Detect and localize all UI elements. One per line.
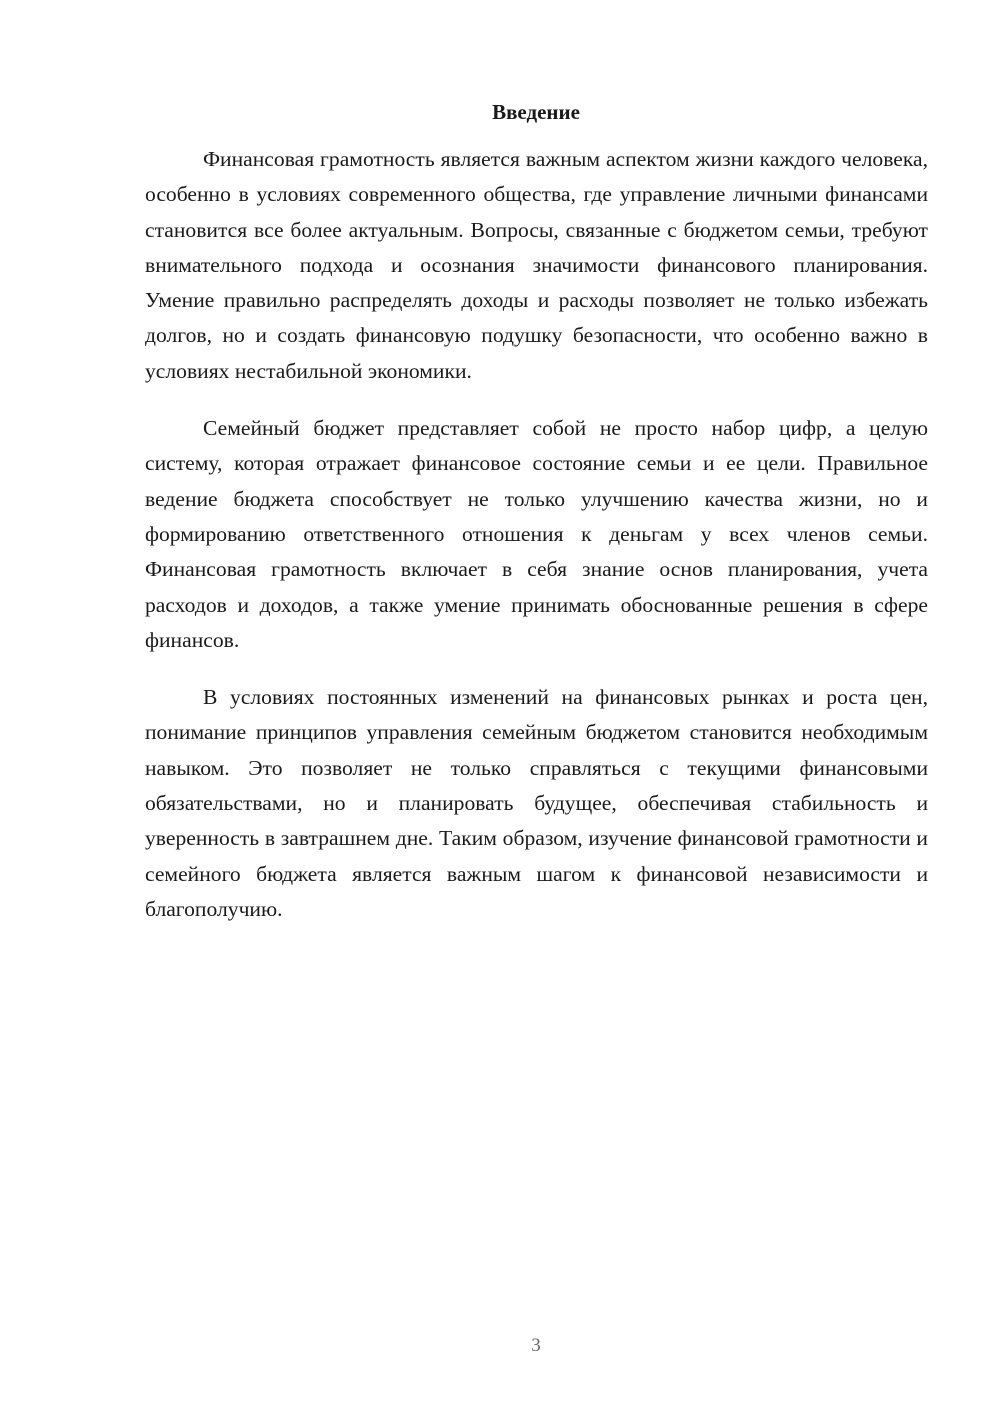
section-heading: Введение [492, 100, 580, 124]
paragraph-2: Семейный бюджет представляет собой не просто набор цифр, а целую систему, которая отражает финансовое состояние семьи и ее цели. Правильное ведение бюджета способствует не только улучшению качества жизни, но и формированию ответственного отношения к деньгам у всех членов семьи. Финансовая грамотность включает в себя знание основ планирования, учета расходов и доходов, а также умение принимать обоснованные решения в сфере финансов. [145, 416, 928, 652]
body-text [145, 142, 928, 949]
page-number: 3 [531, 1335, 541, 1356]
paragraph-1: Финансовая грамотность является важным аспектом жизни каждого человека, особенно в условиях современного общества, где управление личными финансами становится все более актуальным. Вопросы, связанные с бюджетом семьи, требуют внимательного подхода и осознания значимости финансового планирования. Умение правильно распределять доходы и расходы позволяет не только избежать долгов, но и создать финансовую подушку безопасности, что особенно важно в условиях нестабильной экономики. [145, 147, 928, 383]
paragraph-3: В условиях постоянных изменений на финансовых рынках и роста цен, понимание принципов управления семейным бюджетом становится необходимым навыком. Это позволяет не только справляться с текущими финансовыми обязательствами, но и планировать будущее, обеспечивая стабильность и уверенность в завтрашнем дне. Таким образом, изучение финансовой грамотности и семейного бюджета является важным шагом к финансовой независимости и благополучию. [145, 685, 928, 921]
